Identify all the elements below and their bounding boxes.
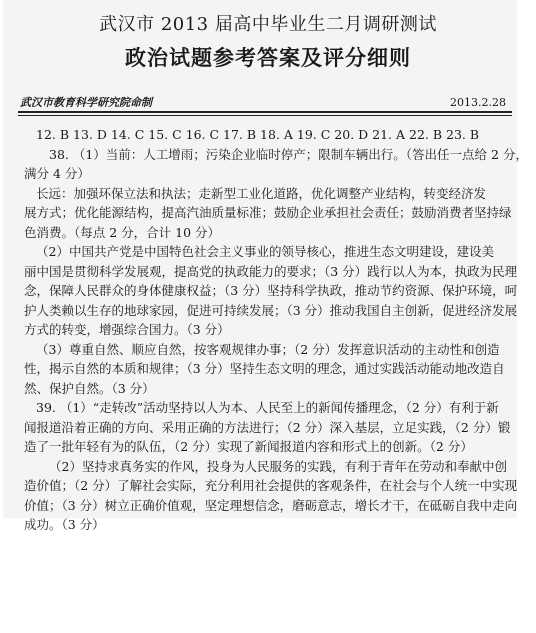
text-line: 38. （1）当前：人工增雨；污染企业临时停产；限制车辆出行。（答出任一点给 2 分，	[49, 146, 528, 162]
exam-title: 武汉市 2013 届高中毕业生二月调研测试	[99, 14, 437, 35]
text-line: （2）坚持求真务实的作风，投身为人民服务的实践，有利于青年在劳动和奉献中创	[49, 458, 507, 474]
text-line: 闻报道沿着正确的方向、采用正确的方法进行；（2 分）深入基层，立足实践，（2 分）锻	[24, 419, 511, 435]
text-line: （3）尊重自然、顺应自然，按客观规律办事；（2 分）发挥意识活动的主动性和创造	[36, 341, 500, 357]
text-line: 性，揭示自然的本质和规律；（3 分）坚持生态文明的理念，通过实践活动能动地改造自	[24, 361, 505, 376]
text-line: 念，保障人民群众的身体健康权益；（3 分）坚持科学执政，推动节约资源、保护环境，呵	[24, 283, 518, 298]
text-line: 色消费。（每点 2 分，合计 10 分）	[24, 224, 221, 240]
issuer-byline: 武汉市教育科学研究院命制	[20, 96, 152, 109]
answer-key-title: 政治试题参考答案及评分细则	[125, 45, 411, 70]
header-rule-thick	[18, 111, 512, 113]
text-line: 丽中国是贯彻科学发展观，提高党的执政能力的要求；（3 分）践行以人为本，执政为民理	[24, 263, 518, 279]
text-line: 成功。（3 分）	[24, 517, 105, 532]
issue-date: 2013.2.28	[450, 96, 506, 109]
multiple-choice-answers: 12. B 13. D 14. C 15. C 16. C 17. B 18. A 19. C 20. D 21. A 22. B 23. B	[36, 127, 480, 142]
text-line: 39. （1）“走转改”活动坚持以人为本、人民至上的新闻传播理念，（2 分）有利于新	[36, 400, 499, 415]
text-line: 造价值；（2 分）了解社会实际，充分利用社会提供的客观条件，在社会与个人统一中实现	[24, 478, 518, 493]
text-line: 方式的转变，增强综合国力。（3 分）	[24, 322, 230, 337]
text-line: 展方式；优化能源结构，提高汽油质量标准；鼓励企业承担社会责任；鼓励消费者坚持绿	[24, 205, 512, 220]
text-line: 长远：加强环保立法和执法；走新型工业化道路，优化调整产业结构，转变经济发	[36, 185, 487, 201]
text-line: 满分 4 分）	[24, 166, 90, 181]
answer-body	[24, 125, 528, 535]
text-line: 价值；（3 分）树立正确价值观，坚定理想信念，磨砺意志，增长才干，在砥砺自我中走向	[24, 497, 518, 513]
text-line: 然、保护自然。（3 分）	[24, 380, 155, 396]
text-line: 护人类赖以生存的地球家园，促进可持续发展；（3 分）推动我国自主创新，促进经济发展	[24, 302, 518, 318]
header-rule-thin	[18, 115, 512, 116]
text-line: （2）中国共产党是中国特色社会主义事业的领导核心，推进生态文明建设，建设美	[36, 244, 494, 259]
text-line: 造了一批年轻有为的队伍，（2 分）实现了新闻报道内容和形式上的创新。（2 分）	[24, 439, 473, 454]
